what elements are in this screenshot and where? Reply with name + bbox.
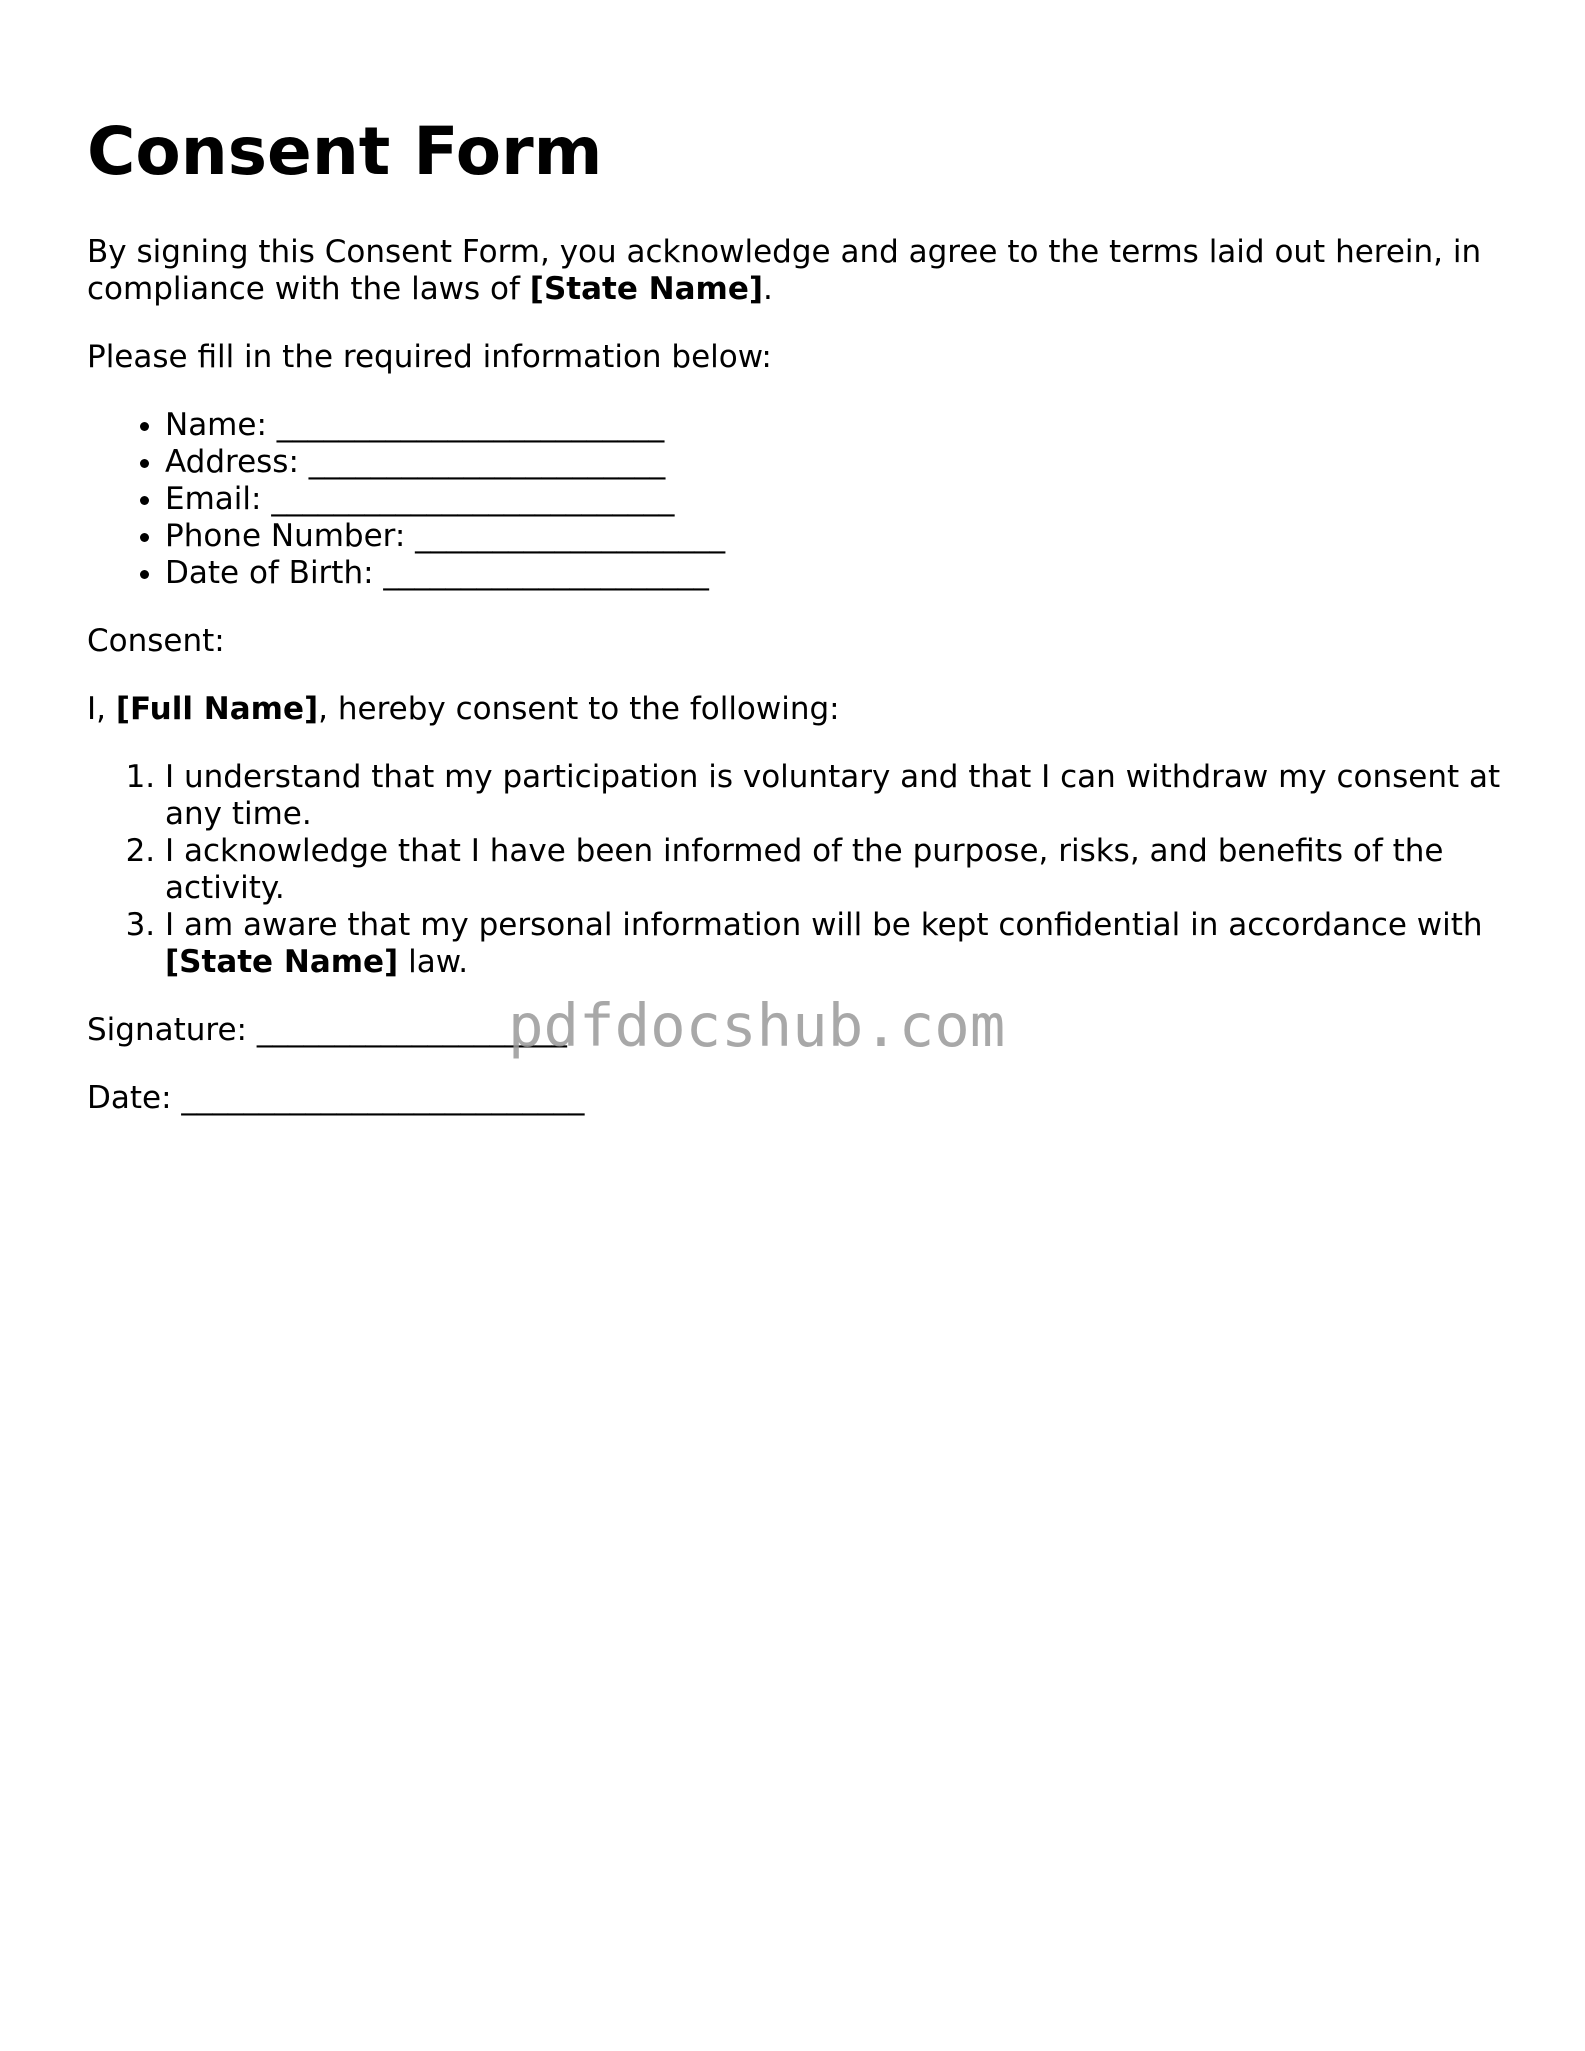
instructions-text: Please fill in the required information below: <box>87 339 772 375</box>
consent-item: 3. I am aware that my personal information will be kept confidential in accordance with [State Name] law. <box>165 907 1507 981</box>
field-label: Phone Number: <box>165 518 406 554</box>
state-name-placeholder: [State Name] <box>165 944 399 980</box>
field-name <box>165 407 1507 444</box>
field-phone-number <box>165 518 1507 555</box>
state-name-placeholder: [State Name] <box>529 271 764 307</box>
field-blank-line: _______________________ <box>308 444 666 480</box>
consent-statement <box>87 691 1507 728</box>
intro-paragraph <box>87 234 1507 308</box>
date-label: Date: <box>87 1080 172 1116</box>
field-email <box>165 481 1507 518</box>
field-blank-line: _________________________ <box>276 407 665 443</box>
field-label: Name: <box>165 407 267 443</box>
info-fields-list <box>87 407 1507 592</box>
consent-item: 2. I acknowledge that I have been informed of the purpose, risks, and benefits of the activity. <box>165 833 1507 907</box>
date-blank-line: __________________________ <box>181 1080 585 1116</box>
intro-period: . <box>763 271 773 307</box>
field-blank-line: _____________________ <box>383 555 709 591</box>
field-blank-line: ____________________ <box>415 518 726 554</box>
field-date-of-birth <box>165 555 1507 592</box>
page-title: Consent Form <box>87 113 603 190</box>
watermark: pdfdocshub.com <box>508 991 1006 1060</box>
consent-suffix: , hereby consent to the following: <box>318 691 840 727</box>
field-label: Date of Birth: <box>165 555 374 591</box>
consent-prefix: I, <box>87 691 116 727</box>
signature-blank-line: ____________________ <box>256 1012 567 1048</box>
full-name-placeholder: [Full Name] <box>115 691 319 727</box>
date-line <box>87 1080 1507 1117</box>
consent-heading: Consent: <box>87 623 225 659</box>
field-blank-line: __________________________ <box>271 481 675 517</box>
consent-item: 1. I understand that my participation is voluntary and that I can withdraw my consent at any time. <box>165 759 1507 833</box>
consent-items-list <box>87 759 1507 981</box>
field-label: Address: <box>165 444 299 480</box>
field-address <box>165 444 1507 481</box>
field-label: Email: <box>165 481 262 517</box>
signature-label: Signature: <box>87 1012 247 1048</box>
intro-text: By signing this Consent Form, you acknowledge and agree to the terms laid out herein, in compliance with the laws of <box>87 234 1482 307</box>
